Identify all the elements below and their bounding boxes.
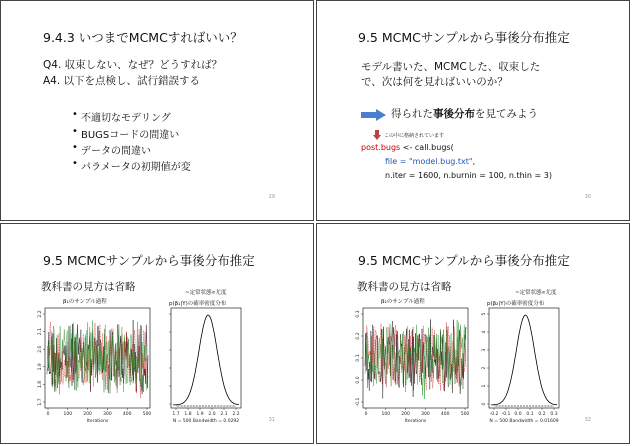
x-axis-label: N = 500 Bandwidth = 0.0292 (172, 419, 240, 424)
x-axis-label: Iterations (86, 419, 109, 424)
x-axis-label: N = 500 Bandwidth = 0.01609 (489, 419, 559, 424)
density-note: ~定常状態∝尤度 (515, 290, 557, 296)
y-tick-label: 2.1 (38, 328, 43, 336)
body-line-1: モデル書いた、MCMCした、収束した (361, 61, 541, 73)
question-text: Q4. 収束しない、なぜ？どうすれば？ (43, 59, 223, 71)
x-tick-label: -0.1 (501, 412, 511, 417)
slide-title: 9.5 MCMCサンプルから事後分布推定 (358, 253, 570, 268)
density-curve (491, 315, 557, 405)
y-tick-label: 1 (482, 384, 487, 388)
x-tick-label: 100 (63, 412, 73, 417)
slide-subtitle: 教科書の見方は省略 (357, 281, 452, 293)
x-tick-label: -0.2 (489, 412, 499, 417)
x-tick-label: 0.2 (538, 412, 546, 417)
y-tick-label: 0.1 (356, 354, 361, 362)
y-tick-label: 0.2 (356, 332, 361, 340)
body-line-2: で、次は何を見ればいいのか？ (361, 76, 508, 88)
x-tick-label: 0 (364, 412, 368, 417)
x-tick-label: 400 (440, 412, 450, 417)
y-tick-label: 2 (482, 366, 487, 370)
x-tick-label: 500 (460, 412, 470, 417)
slide-30 (316, 0, 630, 221)
y-tick-label: 5 (482, 312, 487, 316)
page-number: 31 (268, 417, 275, 423)
x-tick-label: 0.3 (550, 412, 558, 417)
y-tick-label: 0 (482, 402, 487, 406)
y-tick-label: 4 (482, 330, 487, 334)
density-note: ~定常状態∝尤度 (185, 290, 227, 296)
y-tick-label: 2.2 (38, 310, 43, 318)
storage-note: この中に格納されています (384, 133, 445, 139)
page-number: 29 (268, 194, 275, 200)
trace-plot (31, 306, 156, 426)
code-line-3: n.iter = 1600, n.burnin = 100, n.thin = 3) (385, 171, 552, 180)
y-tick-label: 0.0 (356, 376, 361, 384)
slide-29 (0, 0, 314, 221)
bullet-item: • 不適切なモデリング (81, 109, 171, 124)
arrow-text: 得られた事後分布を見てみよう (391, 108, 538, 120)
answer-text: A4. 以下を点検し、試行錯誤する (43, 75, 201, 87)
slide-title: 9.5 MCMCサンプルから事後分布推定 (43, 253, 255, 268)
x-tick-label: 300 (103, 412, 112, 417)
x-tick-label: 0 (46, 412, 50, 417)
y-tick-label: 3 (482, 348, 487, 352)
y-tick-label: 1.9 (38, 363, 43, 371)
bullet-item: • データの間違い (81, 142, 151, 157)
x-tick-label: 2.0 (208, 412, 216, 417)
trace-plot-title: β₂のサンプル過程 (381, 299, 425, 305)
slide-32 (316, 223, 630, 444)
page-number: 30 (584, 194, 591, 200)
y-tick-label: -0.1 (356, 397, 361, 407)
bullet-item: • パラメータの初期値が変 (81, 158, 191, 173)
slide-title: 9.4.3 いつまでMCMCすればいい？ (43, 30, 243, 45)
density-plot-title: p(β₁|Y)の確率密度分布 (169, 301, 227, 307)
down-arrow-icon (373, 130, 381, 140)
y-tick-label: 1.7 (38, 398, 43, 406)
x-axis-label: Iterations (404, 419, 427, 424)
page-number: 32 (584, 417, 591, 423)
x-tick-label: 500 (142, 412, 152, 417)
density-plot (161, 306, 246, 426)
plot-frame (171, 308, 241, 408)
y-tick-label: 1.8 (38, 380, 43, 388)
x-tick-label: 2.1 (220, 412, 228, 417)
x-tick-label: 1.9 (196, 412, 204, 417)
code-line-1: post.bugs <- call.bugs( (361, 143, 454, 152)
slide-subtitle: 教科書の見方は省略 (41, 281, 136, 293)
bullet-item: • BUGSコードの間違い (81, 126, 179, 141)
x-tick-label: 0.1 (526, 412, 534, 417)
x-tick-label: 2.2 (232, 412, 240, 417)
x-tick-label: 1.7 (172, 412, 180, 417)
x-tick-label: 400 (122, 412, 132, 417)
y-tick-label: 0.3 (356, 310, 361, 318)
density-plot-title: p(β₂|Y)の確率密度分布 (487, 301, 545, 307)
x-tick-label: 0.0 (514, 412, 522, 417)
x-tick-label: 100 (381, 412, 391, 417)
trace-plot (349, 306, 474, 426)
code-line-2: file = "model.bug.txt", (385, 157, 476, 166)
x-tick-label: 1.8 (184, 412, 192, 417)
y-tick-label: 2.0 (38, 345, 43, 353)
x-tick-label: 200 (401, 412, 410, 417)
trace-plot-title: β₁のサンプル過程 (63, 299, 107, 305)
density-curve (173, 315, 239, 405)
slide-title: 9.5 MCMCサンプルから事後分布推定 (358, 30, 570, 45)
trace-line (365, 320, 466, 399)
slide-31 (0, 223, 314, 444)
density-plot (479, 306, 569, 426)
x-tick-label: 200 (83, 412, 92, 417)
plot-frame (489, 308, 559, 408)
right-arrow-icon (361, 109, 387, 121)
x-tick-label: 300 (421, 412, 430, 417)
